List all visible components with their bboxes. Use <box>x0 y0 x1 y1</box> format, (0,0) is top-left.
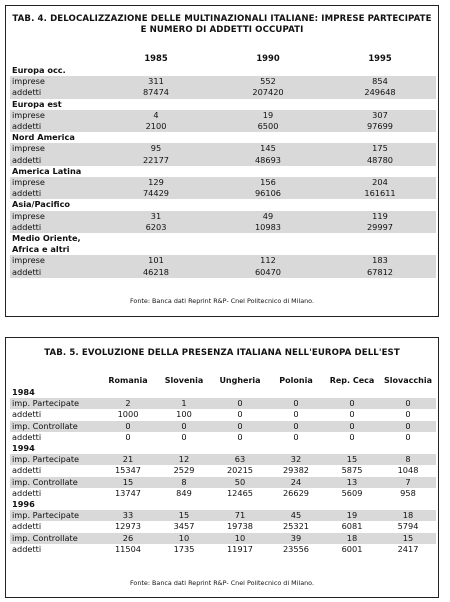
cell-value: 22177 <box>100 155 212 166</box>
cell-value: 39 <box>268 533 324 544</box>
column-header-year: 1995 <box>368 53 392 63</box>
cell-value: 0 <box>212 421 268 432</box>
table-row <box>10 544 436 555</box>
cell-value: 0 <box>100 421 156 432</box>
cell-value: 0 <box>324 421 380 432</box>
table-row <box>10 267 436 278</box>
cell-value: 15347 <box>114 465 142 476</box>
cell-value: 29997 <box>324 222 436 233</box>
region-row <box>10 65 436 76</box>
cell-value: 20215 <box>226 465 254 476</box>
cell-value: 18 <box>324 533 380 544</box>
cell-value: 0 <box>324 398 380 409</box>
cell-value: 10 <box>212 533 268 544</box>
row-label: imprese <box>10 143 100 154</box>
row-label: addetti <box>12 487 42 498</box>
cell-value: 87474 <box>100 87 212 98</box>
cell-value: 2529 <box>173 465 195 476</box>
cell-value: 552 <box>212 76 324 87</box>
table-row <box>10 421 436 432</box>
table-4-panel <box>5 5 439 317</box>
cell-value: 0 <box>237 409 243 420</box>
cell-value: 8 <box>156 477 212 488</box>
year-row <box>10 443 436 454</box>
table-4-header-row <box>10 51 436 65</box>
cell-value: 0 <box>293 431 299 442</box>
cell-value: 31 <box>100 211 212 222</box>
row-label: imp. Partecipate <box>10 510 100 521</box>
cell-value: 11504 <box>114 543 142 554</box>
cell-value: 19 <box>324 510 380 521</box>
table-4 <box>10 51 436 278</box>
table-row <box>10 76 436 87</box>
column-header-year: 1990 <box>256 53 280 63</box>
table-4-body <box>10 65 436 278</box>
cell-value: 15 <box>324 454 380 465</box>
cell-value: 183 <box>324 255 436 266</box>
table-row <box>10 510 436 521</box>
cell-value: 6203 <box>100 222 212 233</box>
cell-value: 0 <box>268 398 324 409</box>
region-label: Asia/Pacifico <box>12 199 71 210</box>
cell-value: 12465 <box>226 487 254 498</box>
cell-value: 249648 <box>324 87 436 98</box>
column-header-country: Polonia <box>279 376 313 385</box>
table-row <box>10 409 436 420</box>
row-label: addetti <box>12 543 42 554</box>
cell-value: 100 <box>176 409 192 420</box>
cell-value: 71 <box>212 510 268 521</box>
table-row <box>10 521 436 532</box>
cell-value: 145 <box>212 143 324 154</box>
cell-value: 21 <box>100 454 156 465</box>
cell-value: 0 <box>293 409 299 420</box>
region-row <box>10 166 436 177</box>
cell-value: 4 <box>100 110 212 121</box>
region-label: Medio Oriente, <box>12 233 81 244</box>
region-row <box>10 233 436 244</box>
cell-value: 11917 <box>226 543 254 554</box>
row-label: addetti <box>12 431 42 442</box>
cell-value: 112 <box>212 255 324 266</box>
cell-value: 958 <box>400 487 416 498</box>
row-label: imp. Controllate <box>10 477 100 488</box>
table-5-body <box>10 387 436 555</box>
cell-value: 161611 <box>324 188 436 199</box>
cell-value: 5794 <box>397 521 419 532</box>
year-row <box>10 499 436 510</box>
cell-value: 45 <box>268 510 324 521</box>
row-label: addetti <box>12 465 42 476</box>
cell-value: 2100 <box>100 121 212 132</box>
cell-value: 49 <box>212 211 324 222</box>
row-label: imprese <box>10 211 100 222</box>
cell-value: 175 <box>324 143 436 154</box>
region-row <box>10 99 436 110</box>
cell-value: 26 <box>100 533 156 544</box>
table-4-title-line1: TAB. 4. DELOCALIZZAZIONE DELLE MULTINAZIONALI ITALIANE: IMPRESE PARTECIPATE <box>12 14 432 24</box>
region-label: Africa e altri <box>12 244 70 255</box>
cell-value: 24 <box>268 477 324 488</box>
row-label: imp. Partecipate <box>10 454 100 465</box>
cell-value: 0 <box>349 431 355 442</box>
cell-value: 0 <box>237 431 243 442</box>
cell-value: 96106 <box>212 188 324 199</box>
column-header-country: Rep. Ceca <box>329 376 375 385</box>
region-label: Nord America <box>12 132 75 143</box>
cell-value: 48693 <box>212 155 324 166</box>
row-label: addetti <box>12 521 42 532</box>
cell-value: 6081 <box>341 521 363 532</box>
cell-value: 6001 <box>341 543 363 554</box>
region-label: Europa occ. <box>12 65 66 75</box>
year-label: 1984 <box>12 387 35 397</box>
cell-value: 6500 <box>212 121 324 132</box>
cell-value: 60470 <box>212 267 324 278</box>
cell-value: 0 <box>212 398 268 409</box>
cell-value: 13 <box>324 477 380 488</box>
table-5-panel <box>5 337 439 598</box>
cell-value: 101 <box>100 255 212 266</box>
cell-value: 48780 <box>324 155 436 166</box>
table-row <box>10 255 436 266</box>
row-label: imprese <box>10 110 100 121</box>
row-label: addetti <box>10 87 100 98</box>
cell-value: 46218 <box>100 267 212 278</box>
cell-value: 0 <box>380 421 436 432</box>
table-row <box>10 398 436 409</box>
cell-value: 0 <box>349 409 355 420</box>
cell-value: 19738 <box>226 521 254 532</box>
row-label: imprese <box>10 177 100 188</box>
column-header-country: Ungheria <box>219 376 261 385</box>
year-label: 1996 <box>12 499 35 510</box>
year-row <box>10 387 436 398</box>
cell-value: 12973 <box>114 521 142 532</box>
cell-value: 311 <box>100 76 212 87</box>
cell-value: 307 <box>324 110 436 121</box>
cell-value: 19 <box>212 110 324 121</box>
row-label: addetti <box>10 222 100 233</box>
cell-value: 0 <box>156 421 212 432</box>
cell-value: 74429 <box>100 188 212 199</box>
cell-value: 13747 <box>114 487 142 498</box>
row-label: imp. Controllate <box>10 533 100 544</box>
cell-value: 119 <box>324 211 436 222</box>
cell-value: 0 <box>268 421 324 432</box>
cell-value: 5875 <box>341 465 363 476</box>
table-4-title-line2: E NUMERO DI ADDETTI OCCUPATI <box>140 25 304 35</box>
column-header-country: Romania <box>108 376 148 385</box>
cell-value: 0 <box>405 409 411 420</box>
region-label: America Latina <box>12 165 82 176</box>
row-label: imp. Controllate <box>10 421 100 432</box>
cell-value: 12 <box>156 454 212 465</box>
row-label: addetti <box>10 188 100 199</box>
region-row <box>10 244 436 255</box>
row-label: addetti <box>10 121 100 132</box>
cell-value: 7 <box>380 477 436 488</box>
table-5 <box>10 374 436 555</box>
cell-value: 67812 <box>324 267 436 278</box>
cell-value: 18 <box>380 510 436 521</box>
cell-value: 15 <box>100 477 156 488</box>
cell-value: 10983 <box>212 222 324 233</box>
cell-value: 1735 <box>173 543 195 554</box>
cell-value: 15 <box>156 510 212 521</box>
cell-value: 0 <box>125 431 131 442</box>
table-row <box>10 533 436 544</box>
cell-value: 26629 <box>282 487 310 498</box>
cell-value: 29382 <box>282 465 310 476</box>
region-label: Europa est <box>12 98 62 109</box>
column-header-year: 1985 <box>144 53 168 63</box>
cell-value: 50 <box>212 477 268 488</box>
cell-value: 15 <box>380 533 436 544</box>
cell-value: 2 <box>100 398 156 409</box>
cell-value: 0 <box>380 398 436 409</box>
table-row <box>10 211 436 222</box>
table-row <box>10 87 436 98</box>
year-label: 1994 <box>12 443 35 454</box>
table-row <box>10 143 436 154</box>
table-row <box>10 454 436 465</box>
table-row <box>10 477 436 488</box>
cell-value: 129 <box>100 177 212 188</box>
row-label: imprese <box>10 255 100 266</box>
cell-value: 63 <box>212 454 268 465</box>
row-label: addetti <box>10 155 100 166</box>
table-row <box>10 222 436 233</box>
column-header-country: Slovacchia <box>384 376 432 385</box>
table-row <box>10 121 436 132</box>
cell-value: 5609 <box>341 487 363 498</box>
cell-value: 97699 <box>324 121 436 132</box>
cell-value: 23556 <box>282 543 310 554</box>
row-label: imprese <box>10 76 100 87</box>
cell-value: 32 <box>268 454 324 465</box>
region-row <box>10 199 436 210</box>
region-row <box>10 132 436 143</box>
row-label: addetti <box>12 409 42 420</box>
cell-value: 207420 <box>212 87 324 98</box>
row-label: imp. Partecipate <box>10 398 100 409</box>
cell-value: 1 <box>156 398 212 409</box>
cell-value: 854 <box>324 76 436 87</box>
cell-value: 156 <box>212 177 324 188</box>
table-row <box>10 465 436 476</box>
table-5-source: Fonte: Banca dati Reprint R&P- Cnel Politecnico di Milano. <box>129 579 315 587</box>
cell-value: 8 <box>380 454 436 465</box>
cell-value: 3457 <box>173 521 195 532</box>
cell-value: 10 <box>156 533 212 544</box>
table-4-source: Fonte: Banca dati Reprint R&P- Cnel Politecnico di Milano. <box>129 297 315 305</box>
cell-value: 2417 <box>397 543 419 554</box>
cell-value: 95 <box>100 143 212 154</box>
cell-value: 0 <box>405 431 411 442</box>
table-row <box>10 110 436 121</box>
cell-value: 204 <box>324 177 436 188</box>
table-5-title: TAB. 5. EVOLUZIONE DELLA PRESENZA ITALIANA NELL'EUROPA DELL'EST <box>44 348 400 358</box>
row-label: addetti <box>10 267 100 278</box>
cell-value: 1048 <box>397 465 419 476</box>
table-row <box>10 155 436 166</box>
table-row <box>10 488 436 499</box>
table-row <box>10 188 436 199</box>
cell-value: 1000 <box>117 409 139 420</box>
table-row <box>10 432 436 443</box>
cell-value: 33 <box>100 510 156 521</box>
cell-value: 25321 <box>282 521 310 532</box>
table-5-header-row <box>10 374 436 387</box>
column-header-country: Slovenia <box>164 376 204 385</box>
table-4-title <box>6 14 438 36</box>
cell-value: 849 <box>176 487 192 498</box>
table-row <box>10 177 436 188</box>
cell-value: 0 <box>181 431 187 442</box>
